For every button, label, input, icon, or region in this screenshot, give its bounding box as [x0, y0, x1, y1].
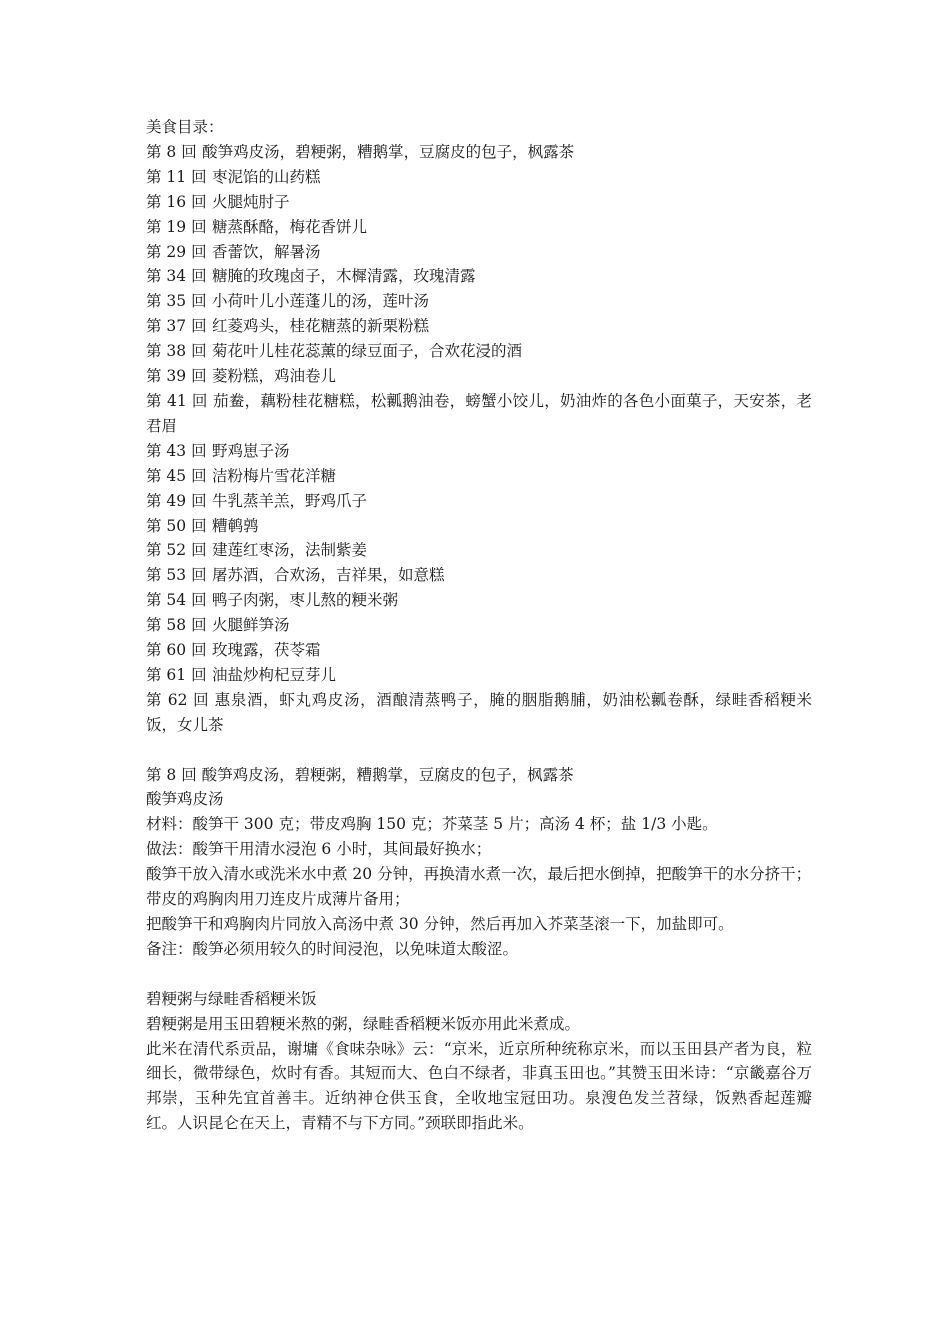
toc-chapter: 第 41 回: [146, 391, 208, 410]
toc-dishes: 油盐炒枸杞豆芽儿: [212, 665, 337, 684]
toc-item: [146, 663, 812, 688]
toc-item: [146, 588, 812, 613]
toc-item: [146, 289, 812, 314]
recipe-step: 把酸笋干和鸡胸肉片同放入高汤中煮 30 分钟，然后再加入芥菜茎滚一下，加盐即可。: [146, 914, 734, 933]
toc-item: [146, 240, 812, 265]
toc-chapter: 第 38 回: [146, 342, 207, 361]
toc-dishes: 红菱鸡头，桂花糖蒸的新栗粉糕: [212, 317, 430, 336]
toc-dishes: 糖腌的玫瑰卤子，木樨清露，玫瑰清露: [212, 267, 476, 286]
toc-item: [146, 190, 812, 215]
toc-item: [146, 563, 812, 588]
toc-chapter: 第 8 回: [146, 142, 197, 161]
toc-dishes: 糟鹌鹑: [212, 516, 259, 535]
toc-dishes: 香蕾饮，解暑汤: [212, 242, 321, 261]
toc-chapter: 第 19 回: [146, 217, 207, 236]
toc-chapter: 第 61 回: [146, 665, 207, 684]
toc-item: [146, 215, 812, 240]
toc-chapter: 第 37 回: [146, 317, 207, 336]
toc-item: [146, 339, 812, 364]
toc-item: [146, 364, 812, 389]
toc-dishes: 屠苏酒，合欢汤，吉祥果，如意糕: [212, 566, 445, 585]
toc-item: [146, 264, 812, 289]
toc-chapter: 第 45 回: [146, 466, 207, 485]
toc-chapter: 第 16 回: [146, 192, 207, 211]
toc-chapter: 第 43 回: [146, 441, 207, 460]
toc-dishes: 菱粉糕，鸡油卷儿: [212, 367, 337, 386]
toc-chapter: 第 11 回: [146, 167, 207, 186]
toc-dishes: 茄鲞，藕粉桂花糖糕，松瓤鹅油卷，螃蟹小饺儿，奶油炸的各色小面菓子，天安茶，老君眉: [146, 391, 812, 435]
toc-item: [146, 439, 812, 464]
toc-dishes: 鸭子肉粥，枣儿熬的粳米粥: [212, 591, 399, 610]
toc-item: [146, 538, 812, 563]
toc-heading: 美食目录：: [146, 118, 224, 136]
toc-dishes: 玫瑰露，茯苓霜: [212, 641, 321, 660]
toc-item: [146, 140, 812, 165]
recipe-step: 带皮的鸡胸肉用刀连皮片成薄片备用；: [146, 890, 410, 909]
recipe-note: 备注：酸笋必须用较久的时间浸泡，以免味道太酸涩。: [146, 939, 519, 958]
document-page: [146, 115, 812, 1136]
spacer: [146, 738, 812, 763]
recipe-method: 做法：酸笋干用清水浸泡 6 小时，其间最好换水；: [146, 840, 492, 859]
section-intro: 碧粳粥是用玉田碧粳米熬的粥，绿畦香稻粳米饭亦用此米煮成。: [146, 1014, 581, 1033]
toc-dishes: 枣泥馅的山药糕: [212, 167, 321, 186]
section-chapter-line: 第 8 回 酸笋鸡皮汤，碧粳粥，糟鹅掌，豆腐皮的包子，枫露茶: [146, 765, 574, 784]
toc-chapter: 第 60 回: [146, 641, 207, 660]
toc-chapter: 第 52 回: [146, 541, 207, 560]
toc-item: [146, 489, 812, 514]
section-title: 碧粳粥与绿畦香稻粳米饭: [146, 989, 317, 1008]
toc-item: [146, 688, 812, 738]
toc-dishes: 糖蒸酥酪，梅花香饼儿: [212, 217, 368, 236]
toc-dishes: 菊花叶儿桂花蕊薰的绿豆面子，合欢花浸的酒: [212, 342, 523, 361]
toc-dishes: 惠泉酒，虾丸鸡皮汤，酒酿清蒸鸭子，腌的胭脂鹅脯，奶油松瓤卷酥，绿畦香稻粳米饭，女儿茶: [146, 690, 812, 734]
toc-dishes: 野鸡崽子汤: [212, 441, 290, 460]
toc-item: [146, 514, 812, 539]
toc-dishes: 洁粉梅片雪花洋糖: [212, 466, 337, 485]
section-body: 此米在清代系贡品，谢墉《食味杂咏》云：“京米，近京所种统称京米，而以玉田县产者为良，粒细长，微带绿色，炊时有香。其短而大、色白不绿者，非真玉田也。”其赞玉田米诗：“京畿嘉谷万邦崇，玉种先宜首善丰。近纳神仓供玉食，全收地宝冠田功。泉溲色发兰苕绿，饭熟香起莲瓣红。人识昆仑在天上，青精不与下方同。”颈联即指此米。: [146, 1039, 812, 1133]
toc-dishes: 火腿鲜笋汤: [212, 616, 290, 635]
toc-dishes: 酸笋鸡皮汤，碧粳粥，糟鹅掌，豆腐皮的包子，枫露茶: [202, 142, 575, 161]
toc-chapter: 第 34 回: [146, 267, 207, 286]
toc-item: [146, 389, 812, 439]
toc-item: [146, 613, 812, 638]
spacer: [146, 962, 812, 987]
toc-dishes: 牛乳蒸羊羔，野鸡爪子: [212, 491, 368, 510]
toc-chapter: 第 49 回: [146, 491, 207, 510]
toc-item: [146, 464, 812, 489]
toc-dishes: 火腿炖肘子: [212, 192, 290, 211]
toc-chapter: 第 54 回: [146, 591, 207, 610]
toc-dishes: 小荷叶儿小莲蓬儿的汤，莲叶汤: [212, 292, 430, 311]
toc-item: [146, 314, 812, 339]
toc-item: [146, 638, 812, 663]
toc-chapter: 第 53 回: [146, 566, 207, 585]
recipe-ingredients: 材料：酸笋干 300 克；带皮鸡胸 150 克；芥菜茎 5 片；高汤 4 杯；盐 1/3 小匙。: [146, 815, 718, 834]
toc-chapter: 第 35 回: [146, 292, 207, 311]
toc-chapter: 第 50 回: [146, 516, 207, 535]
toc-list: [146, 140, 812, 738]
toc-chapter: 第 29 回: [146, 242, 207, 261]
toc-chapter: 第 62 回: [146, 690, 210, 709]
recipe-title: 酸笋鸡皮汤: [146, 790, 224, 809]
toc-chapter: 第 58 回: [146, 616, 207, 635]
toc-item: [146, 165, 812, 190]
toc-chapter: 第 39 回: [146, 367, 207, 386]
toc-dishes: 建莲红枣汤，法制紫姜: [212, 541, 368, 560]
recipe-step: 酸笋干放入清水或洗米水中煮 20 分钟，再换清水煮一次，最后把水倒掉，把酸笋干的水分挤干；: [146, 865, 812, 884]
